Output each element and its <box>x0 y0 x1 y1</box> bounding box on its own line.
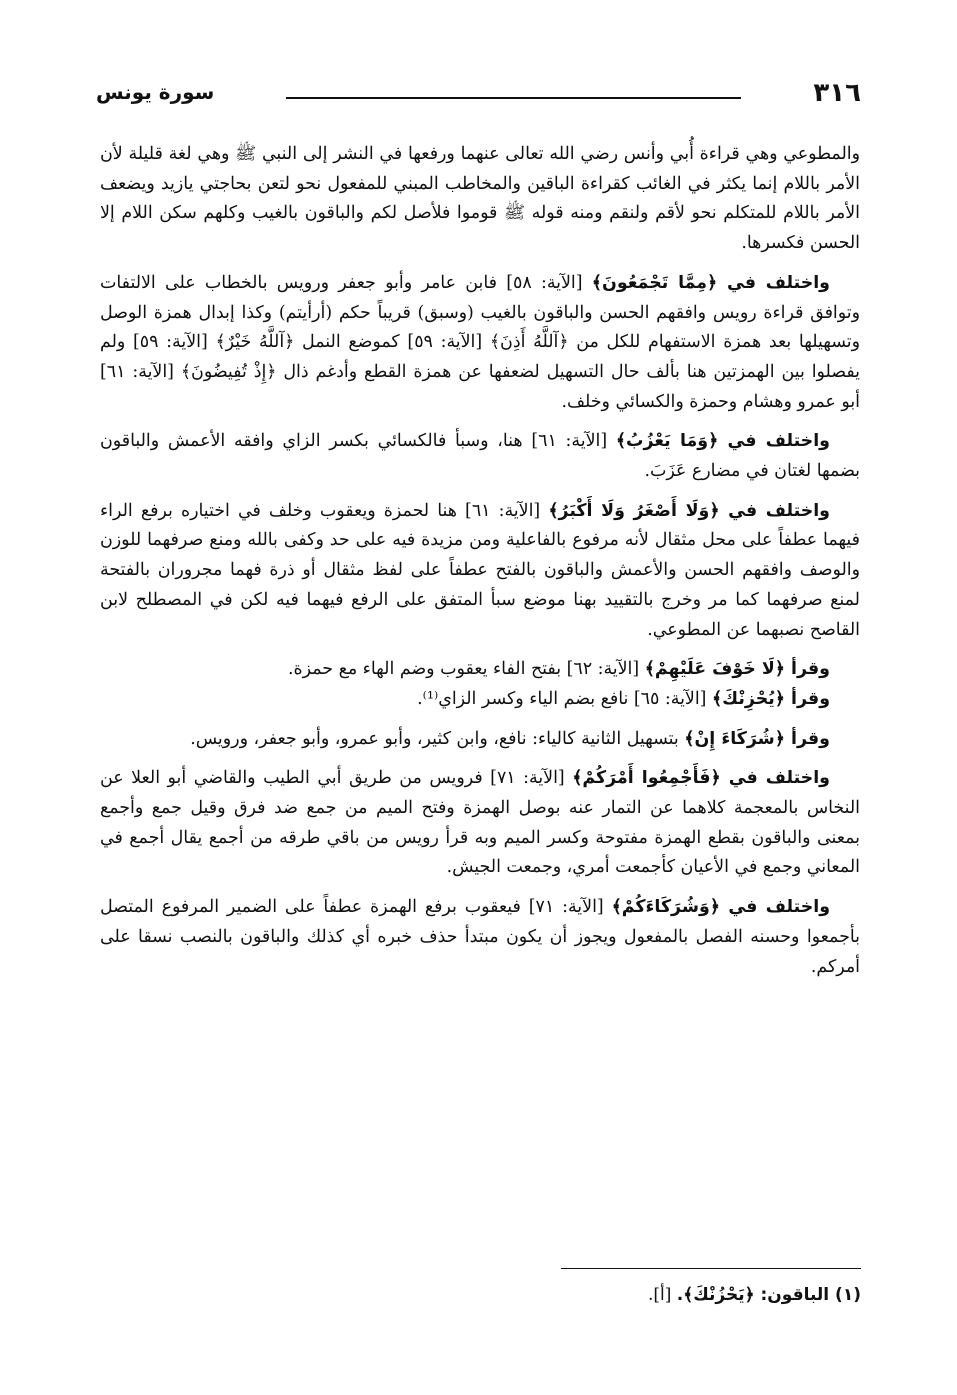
paragraph-text: [الآية: ٦١] هنا، وسبأ فالكسائي بكسر الزاي وافقه الأعمش والباقون بضمها لغتان في مضارع عَزَبَ. <box>100 431 860 482</box>
paragraph <box>100 140 860 259</box>
paragraph <box>100 725 860 755</box>
paragraph-text: [الآية: ٧١] فرويس من طريق أبي الطيب والقاضي أبو العلا عن النخاس بالمعجمة كلاهما عن التمار عنه بوصل الهمزة وفتح الميم من جمع ضد فرق وقيل جمع وأجمع بمعنى والباقون بقطع الهمزة مفتوحة وكسر الميم وبه قرأ رويس من باقي طرقه من أجمع يقال أجمع في المعاني وجمع في الأعيان كأجمعت أمري، وجمعت الجيش. <box>100 768 860 878</box>
paragraph <box>100 655 860 685</box>
paragraph-lead: وقرأ ﴿لَا خَوْفَ عَلَيْهِمْ﴾ <box>644 659 830 680</box>
paragraph-text: [الآية: ٧١] فيعقوب برفع الهمزة عطفاً على الضمير المرفوع المتصل بأجمعوا وحسنه الفصل بالمفعول ويجوز أن يكون مبتدأ حذف خبره أي كذلك والباقون بالنصب نسقا على أمركم. <box>100 897 860 977</box>
header-rule <box>286 97 741 99</box>
paragraph <box>100 269 860 418</box>
paragraph <box>100 764 860 883</box>
body-text <box>100 140 860 982</box>
paragraph-lead: واختلف في ﴿وَلَا أَصْغَرُ وَلَا أَكْبَرُ﴾ <box>548 500 830 521</box>
paragraph-text: [الآية: ٦٢] بفتح الفاء يعقوب وضم الهاء مع حمزة. <box>288 659 645 680</box>
paragraph-lead: وقرأ ﴿يُحْزِنْكَ﴾ <box>711 688 830 709</box>
footnote-lead: (١) الباقون: ﴿يَحْزُنْكَ﴾. <box>676 1285 861 1305</box>
paragraph-text: [الآية: ٦٥] نافع بضم الياء وكسر الزاي⁽¹⁾. <box>417 688 712 709</box>
sura-title: سورة يونس <box>96 80 215 104</box>
paragraph-text: بتسهيل الثانية كالياء: نافع، وابن كثير، وأبو عمرو، وأبو جعفر، ورويس. <box>190 728 685 749</box>
footnote <box>96 1284 861 1305</box>
paragraph <box>100 685 860 715</box>
page-number: ٣١٦ <box>813 78 861 108</box>
paragraph-text: [الآية: ٦١] هنا لحمزة ويعقوب وخلف في اختياره برفع الراء فيهما عطفاً على محل مثقال لأنه مرفوع بالفاعلية ومن مزيدة فيه على حد وكفى بالله ومنع صرفهما للوزن والوصف وافقهم الحسن والأعمش والباقون بالفتح عطفاً على لفظ مثقال أو ذرة فهما مجروران بالفتحة لمنع صرفهما كما مر وخرج بالتقييد بهنا موضع سبأ المتفق على الرفع فيهما فيه لكن في المصطلح لابن القاصح نصبهما عن المطوعي. <box>100 500 860 640</box>
paragraph <box>100 497 860 646</box>
paragraph <box>100 893 860 982</box>
running-header <box>96 78 861 118</box>
paragraph-text: [الآية: ٥٨] فابن عامر وأبو جعفر ورويس بالخطاب على الالتفات وتوافق قراءة رويس وافقهم الحسن والباقون بالغيب (وسبق) قريباً حكم (أرأيتم) وكذا إبدال همزة الوصل وتسهيلها بعد همزة الاستفهام للكل من ﴿آللَّهُ أَذِنَ﴾ [الآية: ٥٩] كموضع النمل ﴿آللَّهُ خَيْرٌ﴾ [الآية: ٥٩] ولم يفصلوا بين الهمزتين هنا بألف حال التسهيل لضعفها عن همزة القطع وأدغم ذال ﴿إِذْ تُفِيضُونَ﴾ [الآية: ٦١] أبو عمرو وهشام وحمزة والكسائي وخلف. <box>100 272 860 412</box>
paragraph-lead: وقرأ ﴿شُرَكَاءَ إِنْ﴾ <box>684 728 830 749</box>
paragraph-lead: واختلف في ﴿وَمَا يَعْزُبُ﴾ <box>615 431 830 452</box>
paragraph <box>100 427 860 486</box>
paragraph-lead: واختلف في ﴿مِمَّا تَجْمَعُونَ﴾ <box>591 272 830 293</box>
paragraph-lead: واختلف في ﴿فَأَجْمِعُوا أَمْرَكُمْ﴾ <box>572 768 830 789</box>
paragraph-lead: واختلف في ﴿وَشُرَكَاءَكُمْ﴾ <box>611 897 830 918</box>
footnote-rule <box>561 1268 861 1269</box>
paragraph-text: والمطوعي وهي قراءة أُبي وأنس رضي الله تعالى عنهما ورفعها في النشر إلى النبي ﷺ وهي لغة قليلة لأن الأمر باللام إنما يكثر في الغائب كقراءة الباقين والمخاطب المبني للمفعول نحو لتعن بحاجتي يازيد ويضعف الأمر باللام للمتكلم نحو لأقم ولنقم ومنه قوله ﷺ قوموا فلأصل لكم والباقون بالغيب وكلهم سكن اللام إلا الحسن فكسرها. <box>100 144 860 254</box>
footnote-text: [أ]. <box>647 1285 677 1305</box>
